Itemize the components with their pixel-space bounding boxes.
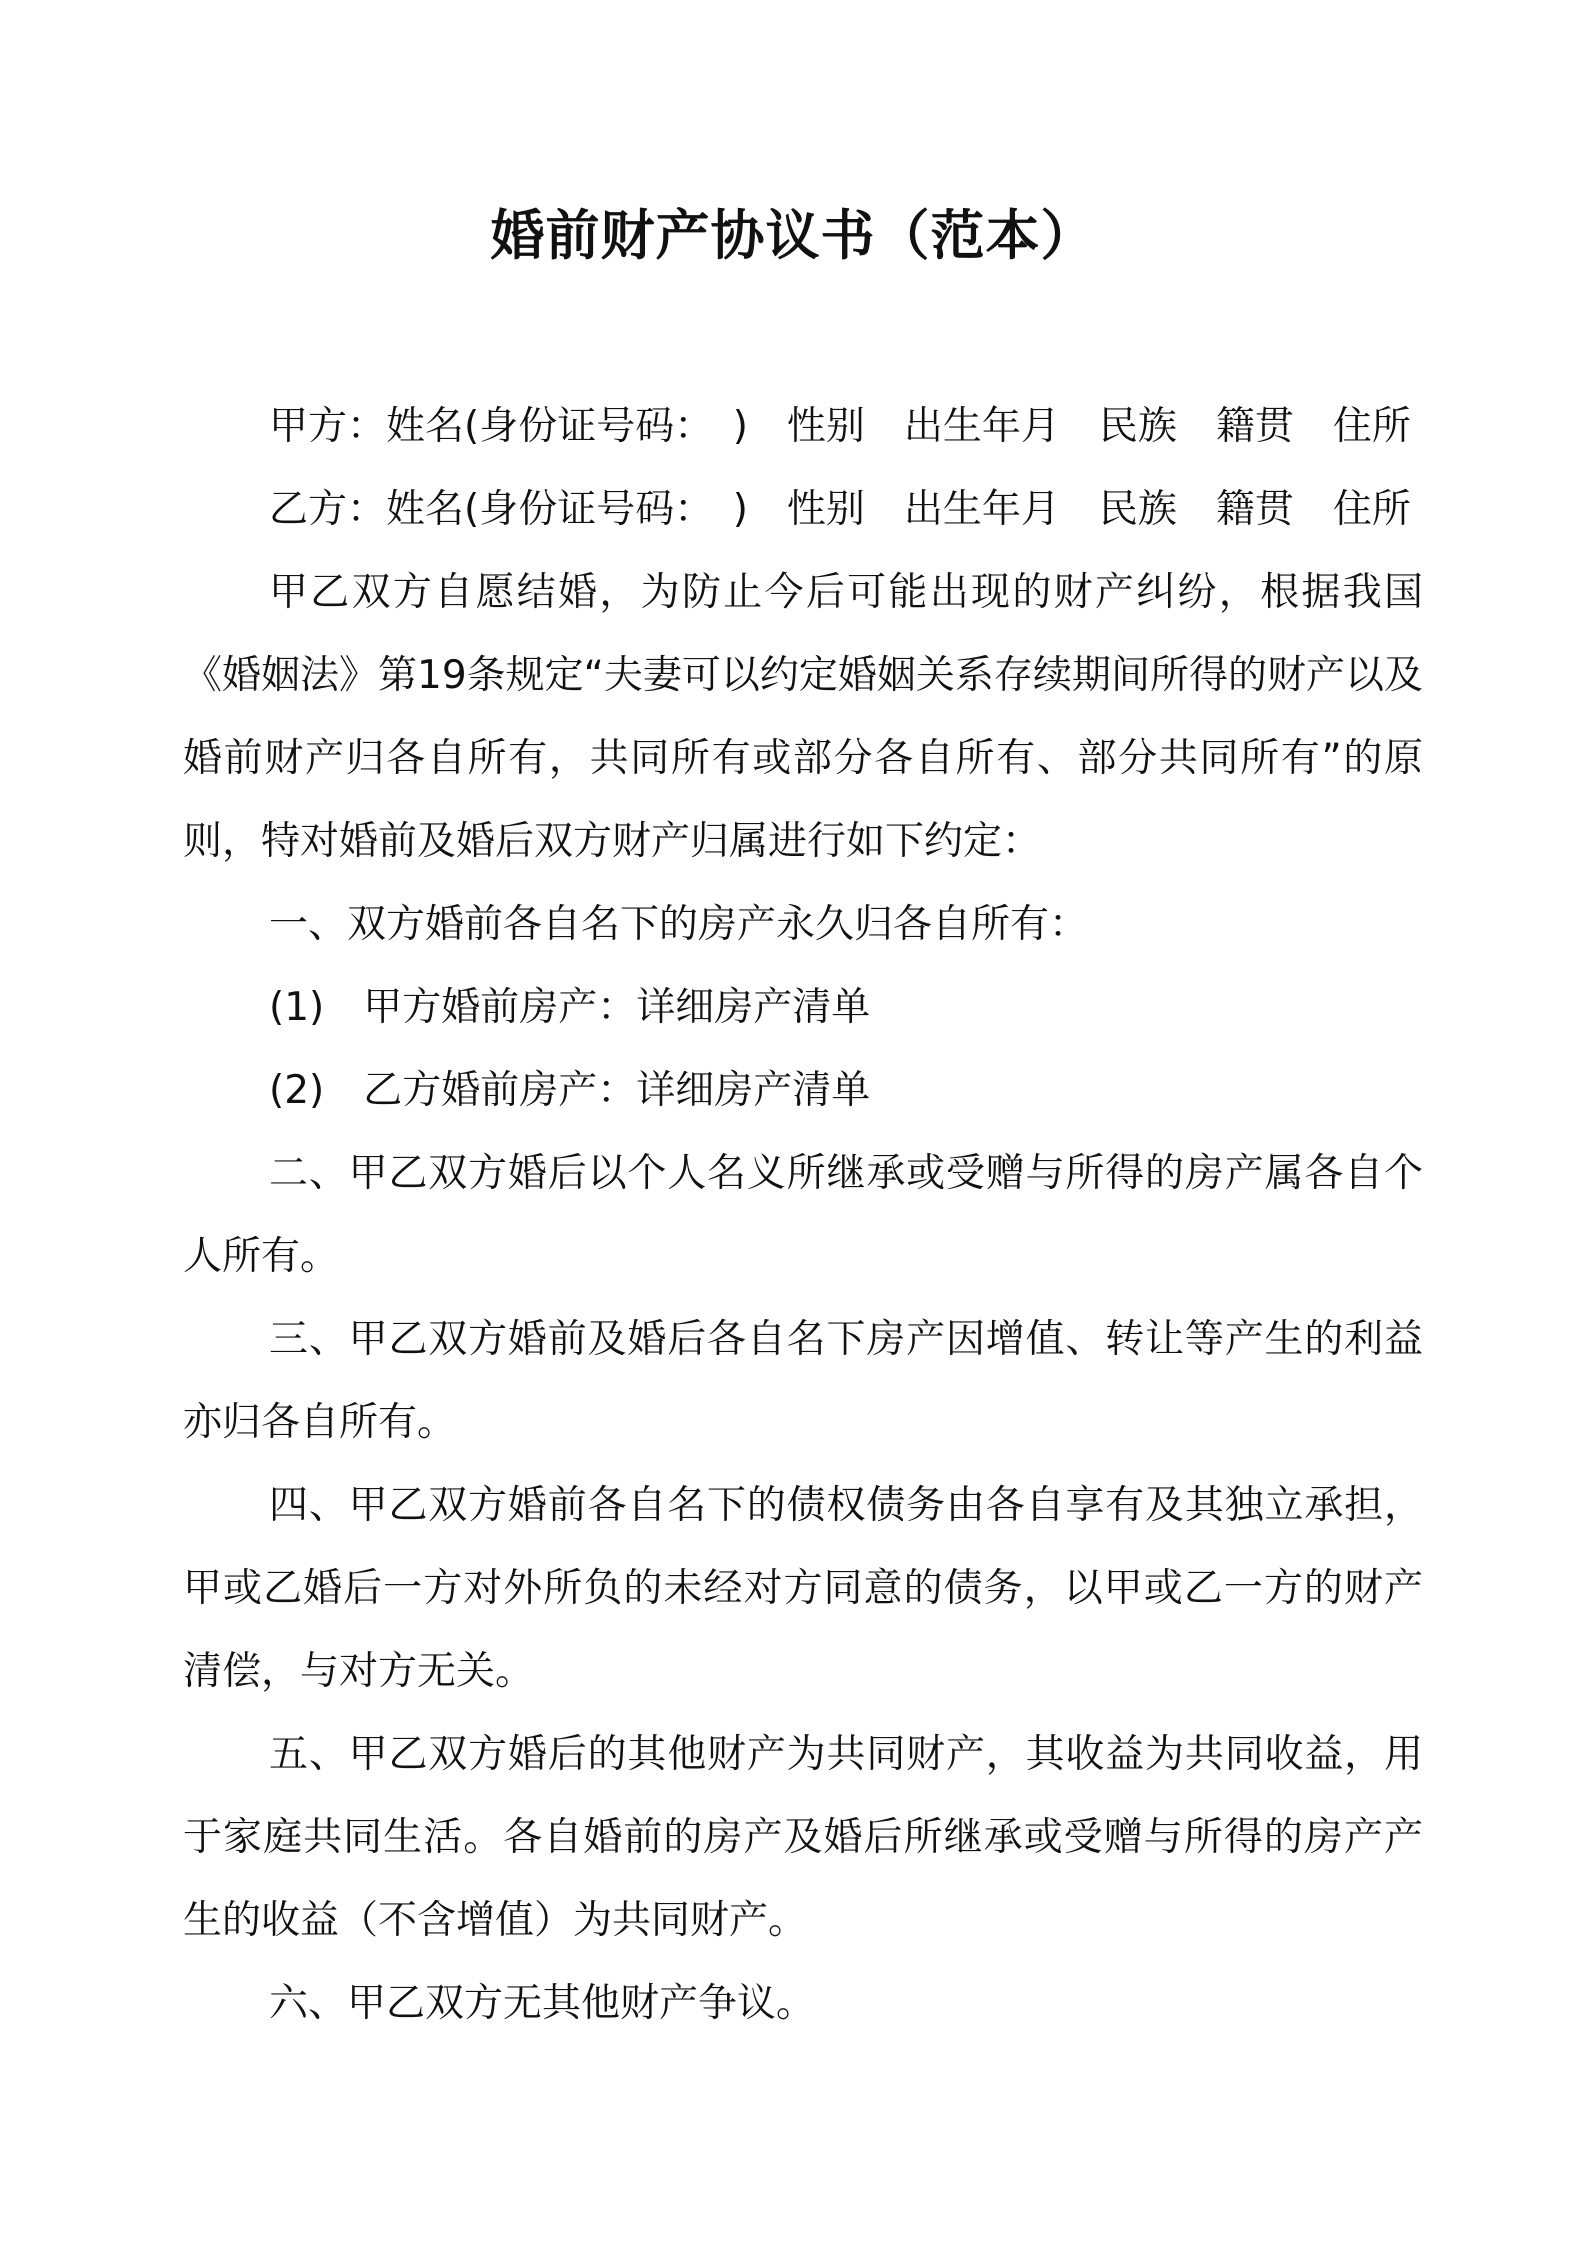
clause-2: 二、甲乙双方婚后以个人名义所继承或受赠与所得的房产属各自个人所有。 — [183, 1151, 1423, 1279]
clause-1: 一、双方婚前各自名下的房产永久归各自所有： — [269, 902, 1089, 947]
clause-4: 四、甲乙双方婚前各自名下的债权债务由各自享有及其独立承担，甲或乙婚后一方对外所负的未经对方同意的债务，以甲或乙一方的财产清偿，与对方无关。 — [183, 1483, 1423, 1694]
clause-3: 三、甲乙双方婚前及婚后各自名下房产因增值、转让等产生的利益亦归各自所有。 — [183, 1317, 1423, 1445]
clause-5: 五、甲乙双方婚后的其他财产为共同财产，其收益为共同收益，用于家庭共同生活。各自婚前的房产及婚后所继承或受赠与所得的房产产生的收益（不含增值）为共同财产。 — [183, 1732, 1423, 1943]
clause-6: 六、甲乙双方无其他财产争议。 — [269, 1981, 816, 2026]
document-title: 婚前财产协议书（范本） — [490, 204, 1096, 267]
party-a-line: 甲方：姓名(身份证号码： ) 性别 出生年月 民族 籍贯 住所 — [269, 404, 1411, 449]
party-b-line: 乙方：姓名(身份证号码： ) 性别 出生年月 民族 籍贯 住所 — [269, 487, 1411, 532]
clause-1-item-2: (2) 乙方婚前房产：详细房产清单 — [269, 1068, 871, 1113]
document-body — [183, 385, 1423, 2045]
clause-1-item-1: (1) 甲方婚前房产：详细房产清单 — [269, 985, 871, 1030]
preamble-paragraph: 甲乙双方自愿结婚，为防止今后可能出现的财产纠纷，根据我国《婚姻法》第19条规定“夫妻可以约定婚姻关系存续期间所得的财产以及婚前财产归各自所有，共同所有或部分各自所有、部分共同所有”的原则，特对婚前及婚后双方财产归属进行如下约定： — [183, 570, 1423, 864]
